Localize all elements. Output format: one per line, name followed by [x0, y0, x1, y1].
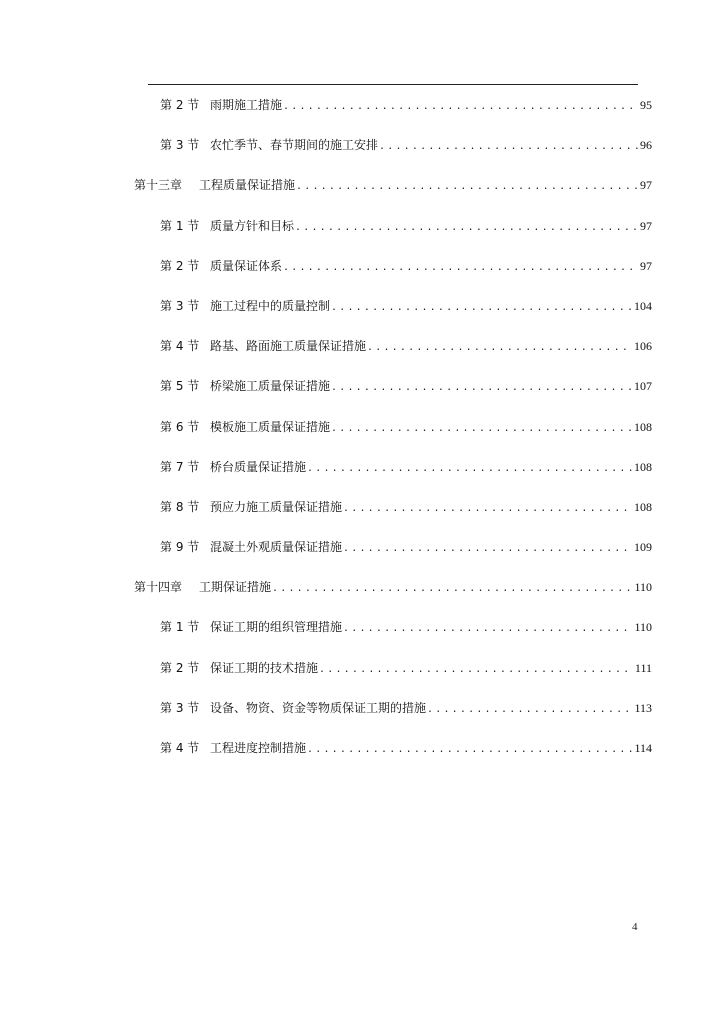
toc-entry-number: 第十四章 — [134, 580, 183, 595]
toc-entry-number: 第 3 节 — [160, 700, 200, 715]
toc-entry-title: 施工过程中的质量控制 — [210, 298, 331, 313]
toc-section-entry[interactable] — [0, 294, 724, 334]
toc-entry-line — [210, 696, 652, 722]
toc-entry-title: 路基、路面施工质量保证措施 — [210, 339, 367, 354]
dot-leader — [330, 417, 632, 441]
table-of-contents — [0, 93, 724, 776]
dot-leader — [342, 617, 632, 641]
toc-entry-title: 混凝土外观质量保证措施 — [210, 540, 343, 555]
toc-section-entry[interactable] — [0, 93, 724, 133]
toc-entry-line — [210, 93, 652, 119]
toc-entry-title: 工期保证措施 — [199, 580, 272, 595]
toc-entry-page: 109 — [634, 540, 652, 555]
toc-entry-page: 95 — [640, 98, 652, 112]
toc-entry-page: 97 — [640, 218, 652, 233]
toc-section-entry[interactable] — [0, 415, 724, 455]
toc-section-entry[interactable] — [0, 696, 724, 736]
dot-leader — [330, 376, 632, 400]
toc-entry-page: 108 — [634, 499, 652, 514]
toc-entry-line — [210, 214, 652, 240]
toc-entry-page: 104 — [634, 298, 652, 313]
toc-entry-number: 第 2 节 — [160, 660, 200, 675]
toc-entry-page: 108 — [634, 419, 652, 434]
toc-section-entry[interactable] — [0, 334, 724, 374]
toc-entry-title: 桥梁施工质量保证措施 — [210, 379, 331, 394]
toc-entry-number: 第 8 节 — [160, 499, 200, 514]
toc-entry-number: 第 2 节 — [160, 98, 200, 112]
toc-entry-line — [210, 294, 652, 320]
toc-entry-page: 96 — [640, 138, 652, 153]
toc-section-entry[interactable] — [0, 495, 724, 535]
dot-leader — [378, 135, 638, 159]
toc-entry-line — [210, 656, 652, 682]
toc-entry-line — [210, 455, 652, 481]
dot-leader — [342, 497, 632, 521]
toc-section-entry[interactable] — [0, 214, 724, 254]
toc-entry-number: 第 9 节 — [160, 540, 200, 555]
toc-entry-line — [210, 374, 652, 400]
toc-section-entry[interactable] — [0, 736, 724, 776]
toc-entry-number: 第十三章 — [134, 178, 183, 193]
toc-entry-line — [210, 334, 652, 360]
dot-leader — [318, 658, 633, 682]
dot-leader — [342, 537, 632, 561]
toc-entry-page: 114 — [634, 741, 652, 755]
toc-entry-page: 108 — [634, 459, 652, 474]
dot-leader — [271, 577, 632, 601]
toc-section-entry[interactable] — [0, 656, 724, 696]
toc-entry-title: 预应力施工质量保证措施 — [210, 499, 343, 514]
toc-entry-title: 工程进度控制措施 — [210, 741, 307, 755]
toc-entry-number: 第 3 节 — [160, 298, 200, 313]
toc-entry-number: 第 3 节 — [160, 138, 200, 153]
toc-entry-number: 第 7 节 — [160, 459, 200, 474]
toc-entry-number: 第 4 节 — [160, 339, 200, 354]
footer-page-number: 4 — [632, 921, 638, 933]
toc-entry-page: 110 — [634, 580, 652, 595]
dot-leader — [426, 698, 632, 722]
toc-entry-line — [199, 173, 652, 199]
toc-entry-line — [210, 495, 652, 521]
dot-leader — [330, 296, 632, 320]
toc-section-entry[interactable] — [0, 254, 724, 294]
toc-entry-line — [210, 615, 652, 641]
toc-entry-number: 第 2 节 — [160, 258, 200, 273]
dot-leader — [282, 256, 638, 280]
dot-leader — [306, 457, 632, 481]
toc-entry-title: 质量保证体系 — [210, 258, 283, 273]
toc-entry-title: 雨期施工措施 — [210, 98, 283, 112]
toc-section-entry[interactable] — [0, 535, 724, 575]
toc-entry-page: 107 — [634, 379, 652, 394]
toc-chapter-entry[interactable] — [0, 575, 724, 615]
toc-section-entry[interactable] — [0, 455, 724, 495]
toc-entry-line — [210, 415, 652, 441]
toc-entry-number: 第 6 节 — [160, 419, 200, 434]
toc-entry-title: 保证工期的组织管理措施 — [210, 620, 343, 635]
toc-entry-title: 桥台质量保证措施 — [210, 459, 307, 474]
toc-entry-page: 111 — [634, 660, 652, 675]
toc-entry-number: 第 4 节 — [160, 741, 200, 755]
toc-entry-line — [210, 535, 652, 561]
toc-entry-title: 农忙季节、春节期间的施工安排 — [210, 138, 379, 153]
toc-entry-title: 设备、物资、资金等物质保证工期的措施 — [210, 700, 427, 715]
toc-entry-title: 工程质量保证措施 — [199, 178, 296, 193]
toc-entry-number: 第 1 节 — [160, 620, 200, 635]
dot-leader — [366, 336, 632, 360]
dot-leader — [295, 175, 638, 199]
toc-entry-line — [210, 736, 652, 762]
header-rule — [148, 84, 638, 85]
toc-section-entry[interactable] — [0, 374, 724, 414]
toc-entry-title: 模板施工质量保证措施 — [210, 419, 331, 434]
dot-leader — [306, 738, 632, 762]
dot-leader — [294, 216, 638, 240]
toc-entry-line — [199, 575, 652, 601]
toc-entry-page: 97 — [640, 258, 652, 273]
toc-entry-line — [210, 133, 652, 159]
toc-section-entry[interactable] — [0, 615, 724, 655]
toc-entry-number: 第 1 节 — [160, 218, 200, 233]
toc-entry-page: 97 — [640, 178, 652, 193]
toc-entry-title: 质量方针和目标 — [210, 218, 295, 233]
toc-entry-page: 113 — [634, 700, 652, 715]
toc-chapter-entry[interactable] — [0, 173, 724, 213]
dot-leader — [282, 95, 638, 119]
toc-entry-number: 第 5 节 — [160, 379, 200, 394]
toc-entry-page: 110 — [634, 620, 652, 635]
toc-entry-line — [210, 254, 652, 280]
toc-entry-title: 保证工期的技术措施 — [210, 660, 319, 675]
toc-section-entry[interactable] — [0, 133, 724, 173]
toc-entry-page: 106 — [634, 339, 652, 354]
